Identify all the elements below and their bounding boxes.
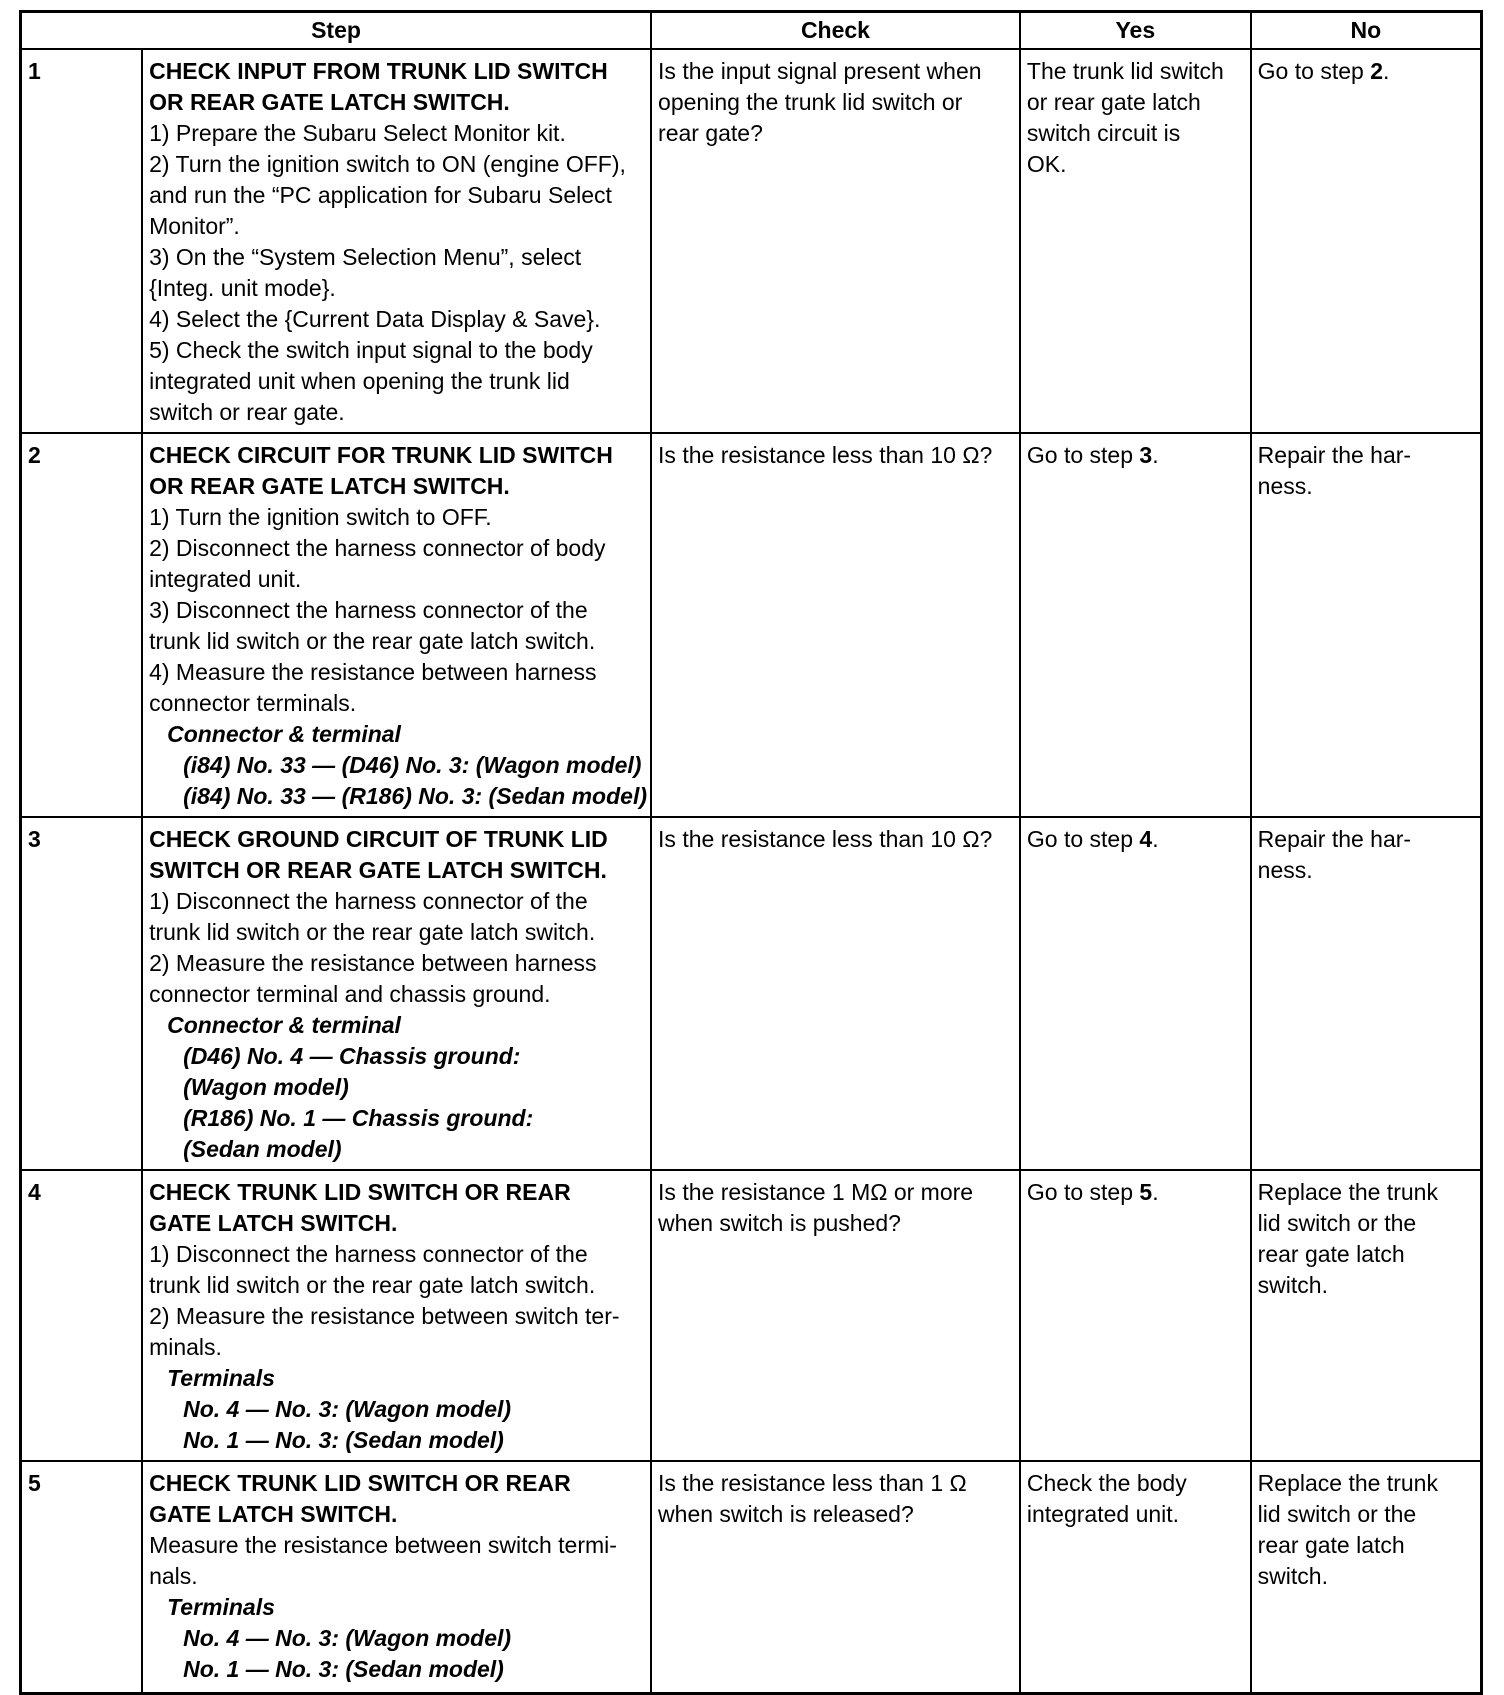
step-instruction-line: connector terminal and chassis ground. [149,981,551,1007]
check-line: Is the resistance less than 10 Ω? [658,826,993,852]
yes-goto-end: . [1152,442,1159,468]
no-line: lid switch or the [1257,1501,1417,1527]
yes-cell [1020,817,1251,1170]
step-title-line: OR REAR GATE LATCH SWITCH. [149,89,510,115]
spec-line: No. 4 — No. 3: (Wagon model) [183,1396,512,1422]
check-line: when switch is released? [658,1501,914,1527]
step-title-line: OR REAR GATE LATCH SWITCH. [149,473,510,499]
check-line: rear gate? [658,120,763,146]
yes-goto-text: Go to step [1026,1179,1140,1205]
no-line: Repair the har- [1257,442,1412,468]
diagnostic-table [19,10,1483,1695]
yes-goto [1027,440,1244,471]
step-instruction-line: 4) Select the {Current Data Display & Save}. [149,306,601,332]
step-title-line: CHECK CIRCUIT FOR TRUNK LID SWITCH [149,442,613,468]
step-instruction-line: 5) Check the switch input signal to the body [149,337,593,363]
step-number: 5 [21,1461,143,1693]
step-instruction-line: 2) Turn the ignition switch to ON (engine OFF), [149,151,626,177]
no-line: Replace the trunk [1257,1470,1438,1496]
step-title-line: CHECK TRUNK LID SWITCH OR REAR [149,1179,571,1205]
step-instruction-line: trunk lid switch or the rear gate latch switch. [149,1272,596,1298]
step-instruction-line: nals. [149,1563,198,1589]
spec-line: (Sedan model) [183,1136,342,1162]
header-yes: Yes [1020,12,1251,50]
step-instruction-line: 2) Measure the resistance between harness [149,950,597,976]
no-cell [1251,49,1482,433]
no-goto-end: . [1382,58,1390,84]
check-cell [651,1461,1020,1693]
header-no: No [1251,12,1482,50]
yes-cell [1020,1170,1251,1461]
step-instruction-line: Monitor”. [149,213,240,239]
step-instruction-line: {Integ. unit mode}. [149,275,336,301]
yes-line: The trunk lid switch [1026,58,1224,84]
no-line: lid switch or the [1257,1210,1417,1236]
step-instruction-line: 1) Prepare the Subaru Select Monitor kit. [149,120,566,146]
check-line: Is the resistance 1 MΩ or more [658,1179,974,1205]
spec-line: (i84) No. 33 — (D46) No. 3: (Wagon model) [183,752,642,778]
yes-cell [1020,1461,1251,1693]
no-cell [1251,817,1482,1170]
yes-goto-text: Go to step [1026,826,1140,852]
step-title-line: CHECK GROUND CIRCUIT OF TRUNK LID [149,826,608,852]
no-goto-step: 2 [1370,58,1383,84]
check-cell [651,1170,1020,1461]
yes-goto-end: . [1152,1179,1159,1205]
step-instruction-line: 2) Disconnect the harness connector of body [149,535,606,561]
no-line: ness. [1257,857,1313,883]
step-number: 3 [21,817,143,1170]
step-number: 2 [21,433,143,817]
no-line: Replace the trunk [1257,1179,1438,1205]
yes-goto-end: . [1152,826,1159,852]
step-instruction-line: 3) On the “System Selection Menu”, select [149,244,582,270]
spec-line: (R186) No. 1 — Chassis ground: [183,1105,534,1131]
yes-cell [1020,433,1251,817]
step-instruction-line: 1) Disconnect the harness connector of the [149,888,588,914]
check-line: Is the resistance less than 1 Ω [658,1470,967,1496]
yes-goto-step: 3 [1139,442,1153,468]
step-description [142,1461,651,1693]
step-title-line: CHECK TRUNK LID SWITCH OR REAR [149,1470,571,1496]
yes-goto-step: 4 [1139,826,1153,852]
spec-line: (i84) No. 33 — (R186) No. 3: (Sedan model) [183,783,647,809]
no-goto-text: Go to step [1257,58,1371,84]
step-instruction-line: integrated unit when opening the trunk lid [149,368,570,394]
yes-line: OK. [1026,151,1067,177]
check-cell [651,49,1020,433]
step-title-line: GATE LATCH SWITCH. [149,1501,398,1527]
step-instruction-line: integrated unit. [149,566,302,592]
no-line: rear gate latch [1257,1241,1405,1267]
step-title-line: SWITCH OR REAR GATE LATCH SWITCH. [149,857,607,883]
no-line: switch. [1257,1563,1328,1589]
step-row [21,1461,1482,1693]
step-title-line: CHECK INPUT FROM TRUNK LID SWITCH [149,58,608,84]
table-body [21,49,1482,1693]
step-row [21,817,1482,1170]
spec-heading: Terminals [167,1365,275,1391]
yes-cell [1020,49,1251,433]
no-cell [1251,433,1482,817]
step-instruction-line: 3) Disconnect the harness connector of the [149,597,588,623]
yes-line: Check the body [1026,1470,1187,1496]
no-line: Repair the har- [1257,826,1412,852]
no-line: switch. [1257,1272,1328,1298]
step-row [21,49,1482,433]
yes-line: or rear gate latch [1026,89,1201,115]
step-description [142,433,651,817]
check-cell [651,817,1020,1170]
no-line: ness. [1257,473,1313,499]
step-instruction-line: 1) Disconnect the harness connector of the [149,1241,588,1267]
spec-heading: Connector & terminal [167,721,401,747]
spec-heading: Connector & terminal [167,1012,401,1038]
spec-line: No. 1 — No. 3: (Sedan model) [183,1656,504,1682]
no-cell [1251,1170,1482,1461]
step-instruction-line: connector terminals. [149,690,357,716]
yes-goto-step: 5 [1139,1179,1153,1205]
no-cell [1251,1461,1482,1693]
step-number: 4 [21,1170,143,1461]
step-instruction-line: and run the “PC application for Subaru Select [149,182,612,208]
check-line: opening the trunk lid switch or [658,89,963,115]
yes-line: switch circuit is [1026,120,1181,146]
step-number: 1 [21,49,143,433]
step-instruction-line: 2) Measure the resistance between switch ter- [149,1303,620,1329]
check-line: when switch is pushed? [658,1210,901,1236]
step-description [142,817,651,1170]
spec-line: (Wagon model) [183,1074,349,1100]
spec-line: No. 1 — No. 3: (Sedan model) [183,1427,504,1453]
no-goto [1258,56,1474,87]
step-description [142,49,651,433]
step-instruction-line: 4) Measure the resistance between harness [149,659,597,685]
step-instruction-line: switch or rear gate. [149,399,345,425]
no-line: rear gate latch [1257,1532,1405,1558]
spec-line: (D46) No. 4 — Chassis ground: [183,1043,521,1069]
step-instruction-line: trunk lid switch or the rear gate latch switch. [149,919,596,945]
yes-goto-text: Go to step [1026,442,1140,468]
spec-line: No. 4 — No. 3: (Wagon model) [183,1625,512,1651]
spec-heading: Terminals [167,1594,275,1620]
header-check: Check [651,12,1020,50]
step-row [21,1170,1482,1461]
yes-goto [1027,824,1244,855]
step-description [142,1170,651,1461]
step-instruction-line: Measure the resistance between switch termi- [149,1532,617,1558]
check-cell [651,433,1020,817]
yes-line: integrated unit. [1026,1501,1180,1527]
check-line: Is the resistance less than 10 Ω? [658,442,993,468]
check-line: Is the input signal present when [658,58,982,84]
header-row [21,12,1482,50]
step-instruction-line: 1) Turn the ignition switch to OFF. [149,504,492,530]
step-instruction-line: trunk lid switch or the rear gate latch switch. [149,628,596,654]
header-step: Step [21,12,652,50]
step-instruction-line: minals. [149,1334,222,1360]
step-title-line: GATE LATCH SWITCH. [149,1210,398,1236]
yes-goto [1027,1177,1244,1208]
step-row [21,433,1482,817]
